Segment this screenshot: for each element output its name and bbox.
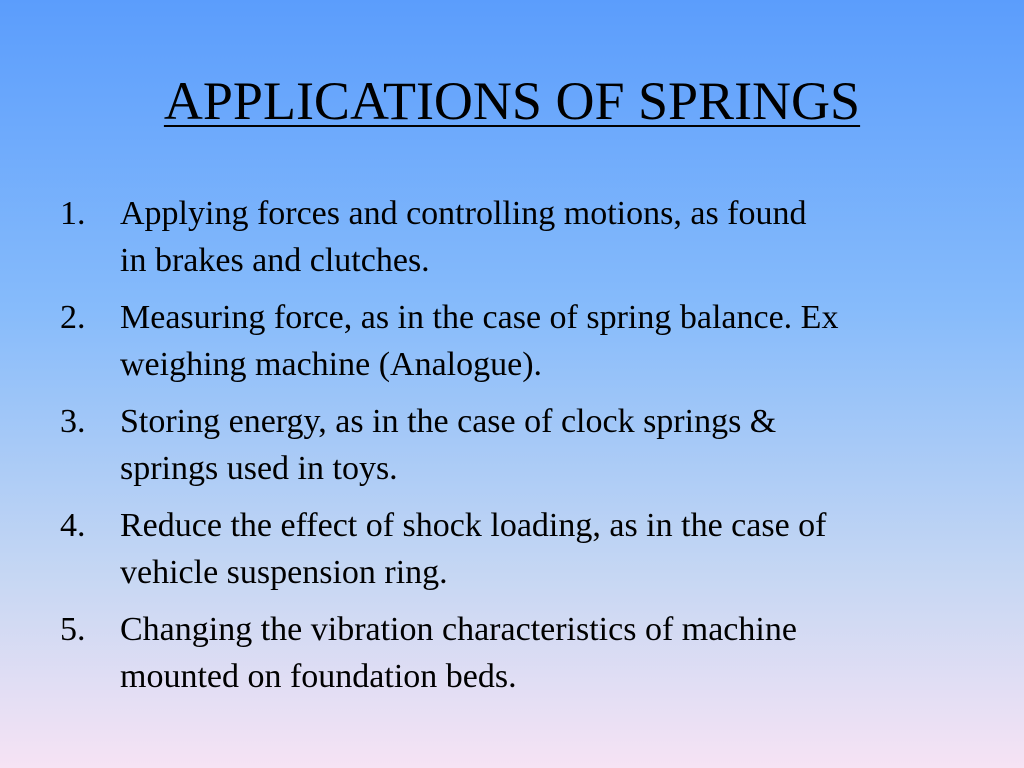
list-item-number: 2. (60, 299, 86, 336)
list-item-text (120, 606, 980, 700)
slide-title-text: APPLICATIONS OF SPRINGS (163, 71, 861, 131)
list-item (60, 398, 980, 492)
list-item-text (120, 190, 980, 284)
list-item-line: weighing machine (Analogue). (120, 346, 543, 383)
list-item (60, 502, 980, 596)
list-item-text (120, 294, 980, 388)
list-item-line: Changing the vibration characteristics of machine (120, 611, 797, 648)
list-item-line: in brakes and clutches. (120, 242, 430, 279)
list-item-line: vehicle suspension ring. (120, 554, 448, 591)
list-item-line: Applying forces and controlling motions, as found (120, 195, 807, 232)
applications-list (60, 190, 980, 710)
slide-title (0, 66, 1024, 136)
list-item-line: Storing energy, as in the case of clock springs & (120, 403, 777, 440)
list-item (60, 190, 980, 284)
list-item-text (120, 502, 980, 596)
list-item-line: mounted on foundation beds. (120, 658, 517, 695)
list-item-number: 3. (60, 403, 86, 440)
list-item-text (120, 398, 980, 492)
list-item-number: 1. (60, 195, 86, 232)
list-item-line: springs used in toys. (120, 450, 398, 487)
list-item-line: Measuring force, as in the case of spring balance. Ex (120, 299, 839, 336)
list-item-line: Reduce the effect of shock loading, as in the case of (120, 507, 827, 544)
list-item (60, 606, 980, 700)
list-item-number: 4. (60, 507, 86, 544)
list-item-number: 5. (60, 611, 86, 648)
list-item (60, 294, 980, 388)
